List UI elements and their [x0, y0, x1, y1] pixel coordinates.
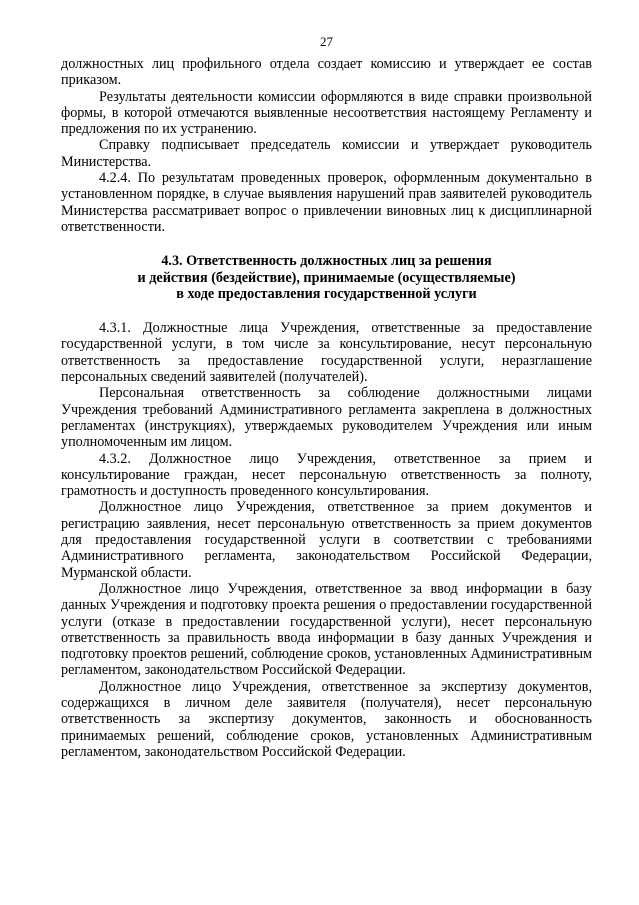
section-heading-line: 4.3. Ответственность должностных лиц за решения [161, 253, 492, 270]
paragraph-4-3-1: 4.3.1. Должностные лица Учреждения, ответственные за предоставление государственной услуги, в том числе за консультирование, несут персональную ответственность за предоставление государственной услуги, неразглашение персональных сведений заявителей (получателей). [61, 320, 592, 386]
paragraph-data-entry: Должностное лицо Учреждения, ответственное за ввод информации в базу данных Учреждения и подготовку проекта решения о предоставлении государственной услуги (отказе в предоставлении государственной услуги), несет персональную ответственность за правильность ввода информации в базу данных Учреждения и подготовку проектов решений, соблюдение сроков, установленных Административным регламентом, законодательством Российской Федерации. [61, 580, 592, 679]
paragraph-4-2-4: 4.2.4. По результатам проведенных проверок, оформленным документально в установленном порядке, в случае выявления нарушений прав заявителей руководитель Министерства рассматривает вопрос о привлечении виновных лиц к дисциплинарной ответственности. [61, 170, 592, 235]
paragraph-commission-results: Результаты деятельности комиссии оформляются в виде справки произвольной формы, в которой отмечаются выявленные несоответствия настоящему Регламенту и предложения по их устранению. [61, 88, 592, 138]
paragraph-commission-continued: должностных лиц профильного отдела создает комиссию и утверждает ее состав приказом. [61, 56, 592, 89]
page-number: 27 [320, 34, 333, 49]
section-heading-4-3 [61, 253, 592, 302]
paragraph-document-expertise: Должностное лицо Учреждения, ответственное за экспертизу документов, содержащихся в личном деле заявителя (получателя), несет персональную ответственность за экспертизу документов, законность и обоснованность принимаемых решений, соблюдение сроков, установленных Административным регламентом, законодательством Российской Федерации. [61, 678, 592, 760]
document-page [61, 34, 592, 760]
section-heading-line: и действия (бездействие), принимаемые (осуществляемые) [137, 269, 516, 286]
section-heading-line: в ходе предоставления государственной услуги [176, 285, 477, 302]
paragraph-personal-responsibility: Персональная ответственность за соблюдение должностными лицами Учреждения требований Административного регламента закреплена в должностных регламентах (инструкциях), утверждаемых руководителем Учреждения или иным уполномоченным им лицом. [61, 385, 592, 451]
paragraph-document-intake: Должностное лицо Учреждения, ответственное за прием документов и регистрацию заявления, несет персональную ответственность за прием документов для предоставления государственной услуги в соответствии с требованиями Административного регламента, законодательством Российской Федерации, Мурманской области. [61, 499, 592, 581]
paragraph-certificate-signing: Справку подписывает председатель комиссии и утверждает руководитель Министерства. [61, 137, 592, 170]
paragraph-4-3-2: 4.3.2. Должностное лицо Учреждения, ответственное за прием и консультирование граждан, несет персональную ответственность за полноту, грамотность и доступность проведенного консультирования. [61, 450, 592, 500]
